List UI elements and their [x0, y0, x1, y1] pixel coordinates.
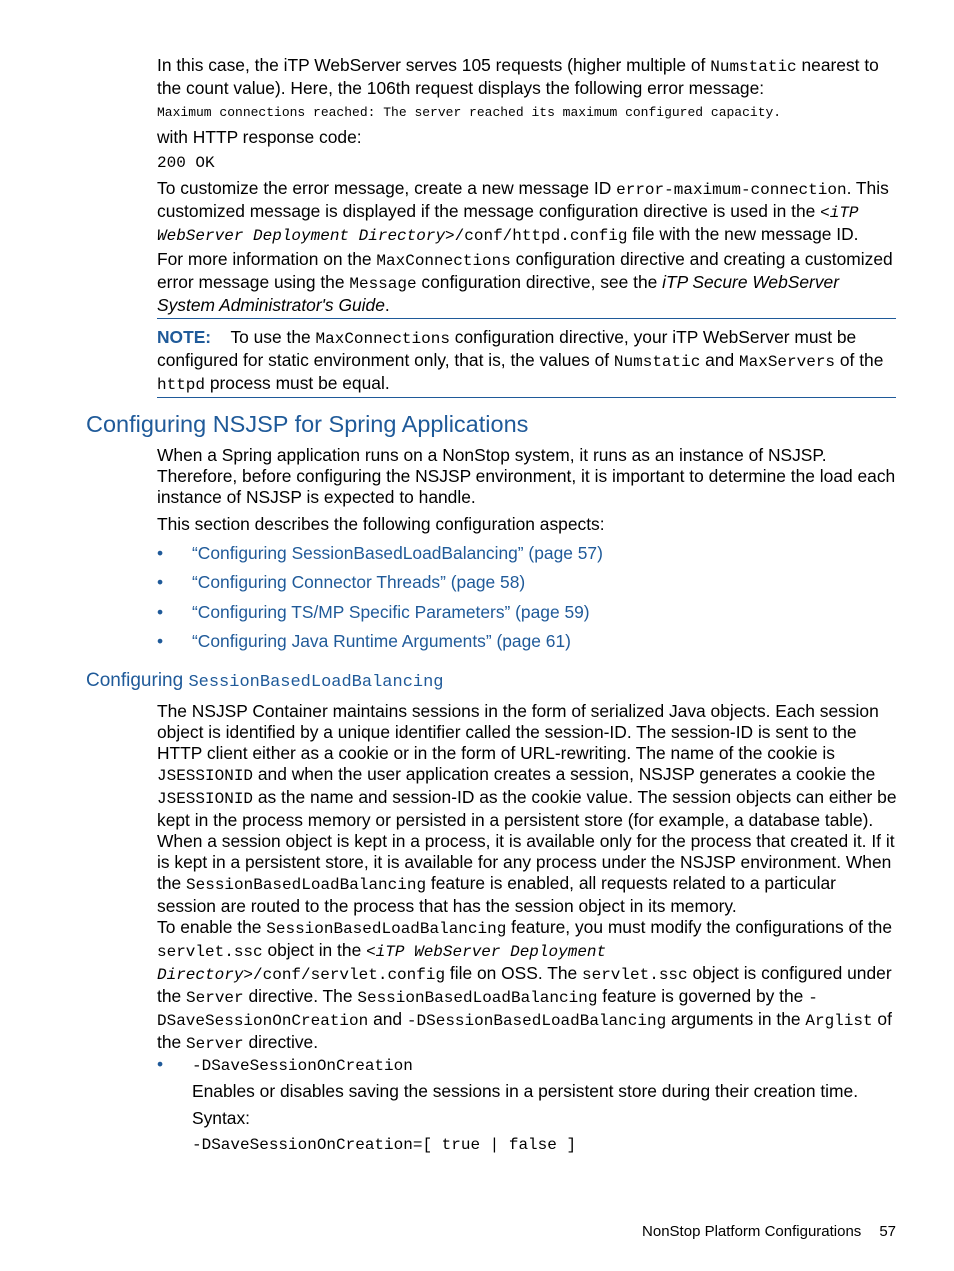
argument-description: Enables or disables saving the sessions in a persistent store during their creation time.	[192, 1081, 859, 1101]
page-number: 57	[879, 1223, 896, 1240]
note-label: NOTE:	[157, 327, 212, 347]
link-connector-threads[interactable]: “Configuring Connector Threads” (page 58)	[192, 572, 526, 592]
bullet-icon: •	[157, 602, 164, 622]
intro-paragraph-4: For more information on the MaxConnections configuration directive and creating a customized error message using the Message configuration directive, see the iTP Secure WebServer System Administrator's Guide.	[157, 249, 893, 315]
bullet-icon: •	[157, 572, 164, 592]
syntax-code: -DSaveSessionOnCreation=[ true | false ]	[192, 1136, 577, 1154]
intro-paragraph-3: To customize the error message, create a new message ID error-maximum-connection. This customized message is displayed if the message configuration directive is used in the <iTP WebServer Deployment Directory>/conf/httpd.config file with the new message ID.	[157, 178, 889, 245]
footer-title: NonStop Platform Configurations	[642, 1223, 862, 1240]
intro-paragraph-1: In this case, the iTP WebServer serves 105 requests (higher multiple of Numstatic nearest to the count value). Here, the 106th request displays the following error message:	[157, 55, 879, 98]
response-code: 200 OK	[157, 154, 215, 172]
subsection-paragraph-1: The NSJSP Container maintains sessions in the form of serialized Java objects. Each session object is identified by a unique identifier called the session-ID. The session-ID is sent to the HTTP client either as a cookie or in the form of URL-rewriting. The name of the cookie is JSESSIONID and when the user application creates a session, NSJSP generates a cookie the JSESSIONID as the name and session-ID as the cookie value. The session objects can either be kept in the process memory or persisted in a persistent store (for example, a database table). When a session object is kept in a process, it is available only for the process that created it. If it is kept in a persistent store, it is available for any process under the NSJSP environment. When the SessionBasedLoadBalancing feature is enabled, all requests related to a particular session are routed to the process that has the session object in its memory.	[157, 701, 897, 916]
section-paragraph-1: When a Spring application runs on a NonStop system, it runs as an instance of NSJSP. Therefore, before configuring the NSJSP environment, it is important to determine the load each instance of NSJSP is expected to handle.	[157, 445, 896, 507]
section-paragraph-2: This section describes the following configuration aspects:	[157, 514, 605, 534]
bullet-icon: •	[157, 631, 164, 651]
argument-name: -DSaveSessionOnCreation	[192, 1057, 413, 1075]
bullet-icon: •	[157, 1054, 164, 1074]
error-message-code: Maximum connections reached: The server reached its maximum configured capacity.	[157, 105, 782, 120]
section-heading: Configuring NSJSP for Spring Applications	[86, 411, 529, 437]
link-java-runtime-arguments[interactable]: “Configuring Java Runtime Arguments” (page 61)	[192, 631, 571, 651]
note-text: NOTE: To use the MaxConnections configuration directive, your iTP WebServer must be configured for static environment only, that is, the values of Numstatic and MaxServers of the httpd process must be equal.	[157, 327, 884, 394]
subsection-heading: Configuring SessionBasedLoadBalancing	[86, 670, 444, 692]
intro-paragraph-2: with HTTP response code:	[157, 127, 362, 147]
syntax-label: Syntax:	[192, 1108, 250, 1128]
page-footer	[600, 1222, 896, 1242]
subsection-paragraph-2: To enable the SessionBasedLoadBalancing feature, you must modify the configurations of the servlet.ssc object in the <iTP WebServer Deployment Directory>/conf/servlet.config file on OSS. The servlet.ssc object is configured under the Server directive. The SessionBasedLoadBalancing feature is governed by the -DSaveSessionOnCreation and -DSessionBasedLoadBalancing arguments in the Arglist of the Server directive.	[157, 917, 893, 1053]
link-sessionbasedloadbalancing[interactable]: “Configuring SessionBasedLoadBalancing” (page 57)	[192, 543, 603, 563]
link-tsmp-parameters[interactable]: “Configuring TS/MP Specific Parameters” (page 59)	[192, 602, 590, 622]
bullet-icon: •	[157, 543, 164, 563]
